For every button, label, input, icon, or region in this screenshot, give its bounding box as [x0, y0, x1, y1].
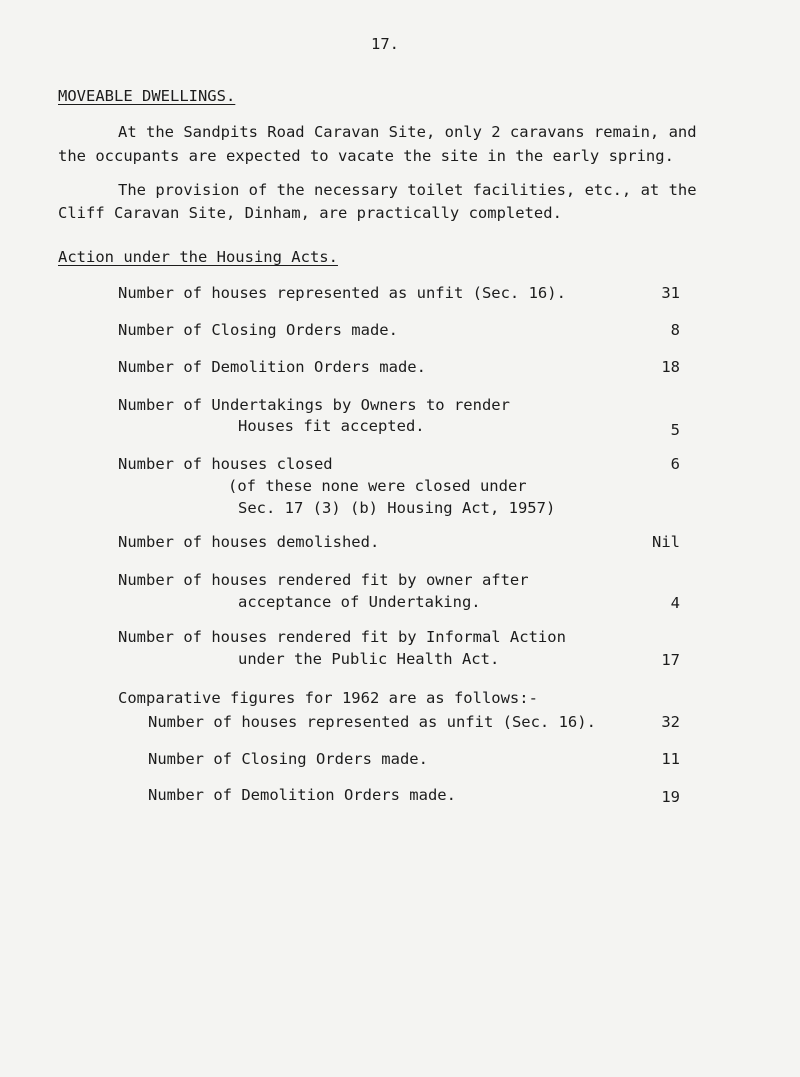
item-value: 6 [670, 455, 680, 473]
comparative-intro: Comparative figures for 1962 are as follows:- [118, 689, 538, 707]
comparative-item-value: 32 [661, 713, 680, 731]
comparative-item-value: 19 [661, 788, 680, 806]
item-value: 5 [670, 421, 680, 439]
paragraph-2-line-1: The provision of the necessary toilet facilities, etc., at the [118, 181, 697, 199]
item-label-continued: acceptance of Undertaking. [238, 593, 481, 611]
item-value: 8 [670, 321, 680, 339]
item-label: Number of Closing Orders made. [118, 321, 398, 339]
comparative-item-value: 11 [661, 750, 680, 768]
paragraph-1-line-2: the occupants are expected to vacate the site in the early spring. [58, 147, 674, 165]
comparative-item-label: Number of Demolition Orders made. [148, 786, 456, 804]
item-label: Number of houses demolished. [118, 533, 380, 551]
item-label: Number of houses represented as unfit (Sec. 16). [118, 284, 566, 302]
item-label: Number of Undertakings by Owners to render [118, 396, 510, 414]
comparative-item-label: Number of Closing Orders made. [148, 750, 428, 768]
item-label: Number of houses rendered fit by owner after [118, 571, 529, 589]
paragraph-1-line-1: At the Sandpits Road Caravan Site, only 2 caravans remain, and [118, 123, 697, 141]
item-label-continued: under the Public Health Act. [238, 650, 500, 668]
item-label: Number of Demolition Orders made. [118, 358, 426, 376]
item-value: 17 [661, 651, 680, 669]
item-label: Number of houses rendered fit by Informal Action [118, 628, 566, 646]
item-value: 18 [661, 358, 680, 376]
item-label-continued: Houses fit accepted. [238, 417, 425, 435]
comparative-item-label: Number of houses represented as unfit (Sec. 16). [148, 713, 596, 731]
item-value: 31 [661, 284, 680, 302]
item-value: Nil [652, 533, 680, 551]
page-number: 17. [371, 35, 399, 53]
item-note-line: Sec. 17 (3) (b) Housing Act, 1957) [238, 499, 556, 517]
item-value: 4 [670, 594, 680, 612]
heading-moveable-dwellings: MOVEABLE DWELLINGS. [58, 87, 236, 105]
item-note-line: (of these none were closed under [228, 477, 527, 495]
item-label: Number of houses closed [118, 455, 333, 473]
paragraph-2-line-2: Cliff Caravan Site, Dinham, are practically completed. [58, 204, 562, 222]
section-heading-housing-acts: Action under the Housing Acts. [58, 248, 338, 266]
